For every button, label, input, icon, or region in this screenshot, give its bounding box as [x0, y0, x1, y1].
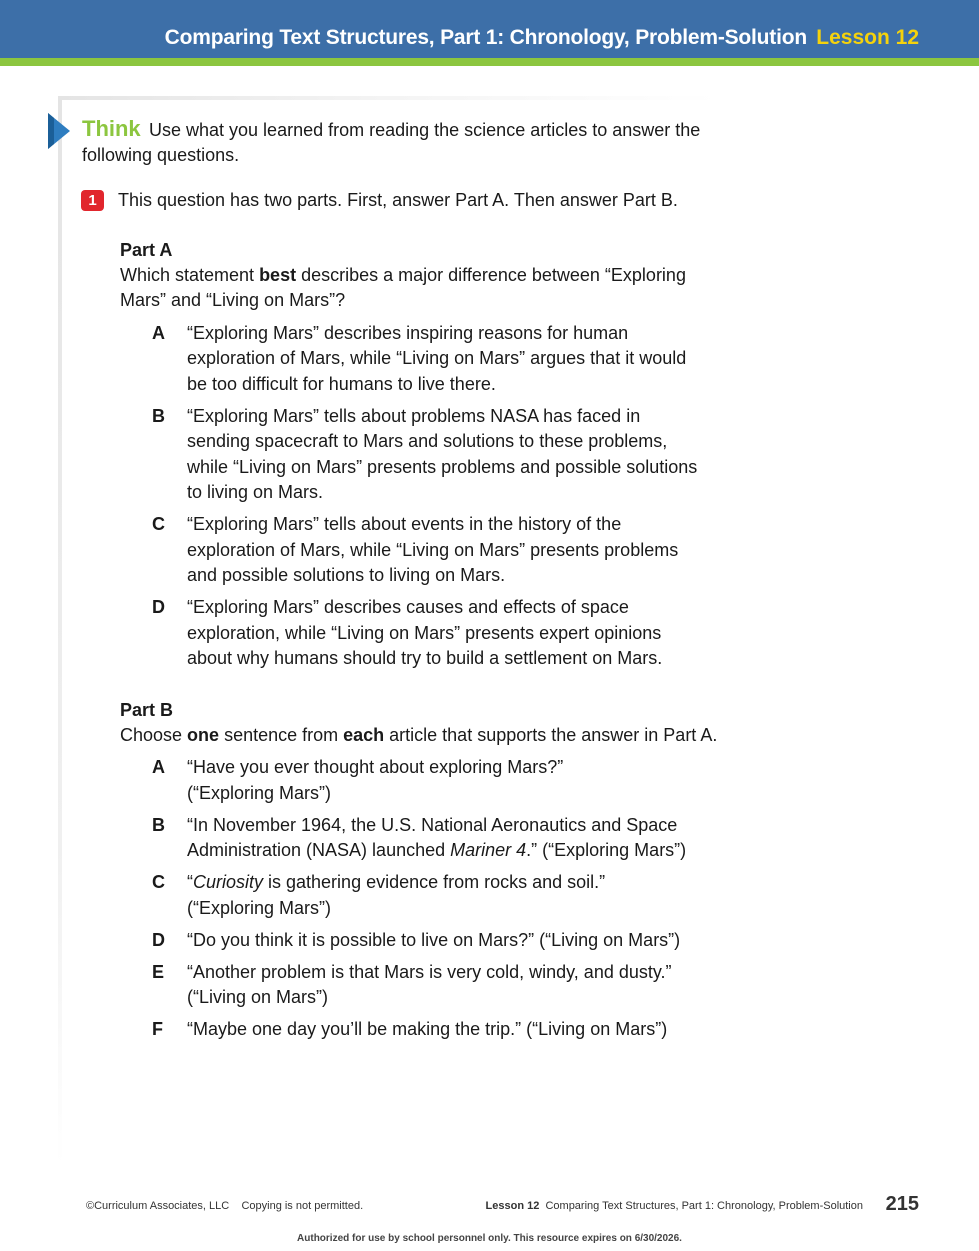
part-a-option-a-line-1[interactable]: “Exploring Mars” describes inspiring reasons for human: [187, 323, 629, 343]
part-b-option-a-line-1[interactable]: “Have you ever thought about exploring Mars?”: [187, 757, 564, 777]
panel-left-border: [58, 96, 62, 1166]
question-number-badge: 1: [81, 190, 104, 211]
part-b-option-d-line-1[interactable]: “Do you think it is possible to live on Mars?” (“Living on Mars”): [187, 930, 681, 950]
part-b-option-e-line-2[interactable]: (“Living on Mars”): [187, 987, 329, 1007]
part-a-option-c-line-1[interactable]: “Exploring Mars” tells about events in the history of the: [187, 514, 622, 534]
think-label: Think: [82, 116, 141, 141]
header-stripe: [0, 58, 979, 66]
part-b-option-b-line-1[interactable]: “In November 1964, the U.S. National Aeronautics and Space: [187, 815, 678, 835]
part-a-option-b-line-2[interactable]: sending spacecraft to Mars and solutions to these problems,: [187, 431, 668, 451]
part-a-option-b-letter[interactable]: B: [152, 406, 165, 426]
part-b-prompt: Choose one sentence from each article that supports the answer in Part A.: [120, 725, 718, 745]
part-a-option-a-letter[interactable]: A: [152, 323, 165, 343]
part-a-option-a-line-2[interactable]: exploration of Mars, while “Living on Mars” argues that it would: [187, 348, 687, 368]
part-a-option-b-line-1[interactable]: “Exploring Mars” tells about problems NASA has faced in: [187, 406, 641, 426]
part-b-option-e-letter[interactable]: E: [152, 962, 165, 982]
panel-top-border: [58, 96, 718, 100]
think-line-2: following questions.: [82, 145, 240, 165]
part-a-option-c-letter[interactable]: C: [152, 514, 165, 534]
part-b-option-c-line-1[interactable]: “Curiosity is gathering evidence from rocks and soil.”: [187, 872, 606, 892]
part-b-heading: Part B: [120, 700, 174, 720]
page-number: 215: [885, 1193, 919, 1215]
part-b-option-b-letter[interactable]: B: [152, 815, 165, 835]
part-b-option-a-letter[interactable]: A: [152, 757, 165, 777]
part-a-option-d-line-3[interactable]: about why humans should try to build a settlement on Mars.: [187, 648, 663, 668]
part-b-option-c-line-2[interactable]: (“Exploring Mars”): [187, 898, 332, 918]
part-b-option-c-letter[interactable]: C: [152, 872, 165, 892]
think-flag-icon: [48, 113, 70, 149]
part-a-option-a-line-3[interactable]: be too difficult for humans to live there.: [187, 374, 496, 394]
part-b-option-a-line-2[interactable]: (“Exploring Mars”): [187, 783, 332, 803]
part-a-heading: Part A: [120, 240, 173, 260]
part-b-option-e-line-1[interactable]: “Another problem is that Mars is very cold, windy, and dusty.”: [187, 962, 672, 982]
part-b-option-d-letter[interactable]: D: [152, 930, 165, 950]
part-a-option-b-line-4[interactable]: to living on Mars.: [187, 482, 324, 502]
part-b-option-b-line-2[interactable]: Administration (NASA) launched Mariner 4.” (“Exploring Mars”): [187, 840, 687, 860]
part-a-option-c-line-3[interactable]: and possible solutions to living on Mars.: [187, 565, 506, 585]
part-a-prompt: Which statement best describes a major difference between “Exploring: [120, 265, 686, 285]
part-a-option-d-line-1[interactable]: “Exploring Mars” describes causes and effects of space: [187, 597, 629, 617]
part-a-option-d-letter[interactable]: D: [152, 597, 165, 617]
authorization-notice: Authorized for use by school personnel only. This resource expires on 6/30/2026.: [297, 1233, 682, 1244]
part-a-option-d-line-2[interactable]: exploration, while “Living on Mars” presents expert opinions: [187, 623, 662, 643]
part-a-option-b-line-3[interactable]: while “Living on Mars” presents problems and possible solutions: [187, 457, 698, 477]
footer-copyright: ©Curriculum Associates, LLC Copying is not permitted.: [86, 1200, 364, 1212]
part-b-option-f-letter[interactable]: F: [152, 1019, 163, 1039]
question-intro: This question has two parts. First, answer Part A. Then answer Part B.: [118, 190, 678, 210]
footer-lesson: Lesson 12 Comparing Text Structures, Part 1: Chronology, Problem-Solution: [485, 1200, 863, 1212]
header-lesson: Lesson 12: [816, 26, 919, 49]
part-b-option-f-line-1[interactable]: “Maybe one day you’ll be making the trip.” (“Living on Mars”): [187, 1019, 668, 1039]
header-title: Comparing Text Structures, Part 1: Chronology, Problem-Solution: [164, 26, 807, 49]
part-a-option-c-line-2[interactable]: exploration of Mars, while “Living on Mars” presents problems: [187, 540, 679, 560]
part-a-prompt-line-2: Mars” and “Living on Mars”?: [120, 290, 346, 310]
think-line-1: Use what you learned from reading the science articles to answer the: [149, 120, 701, 140]
